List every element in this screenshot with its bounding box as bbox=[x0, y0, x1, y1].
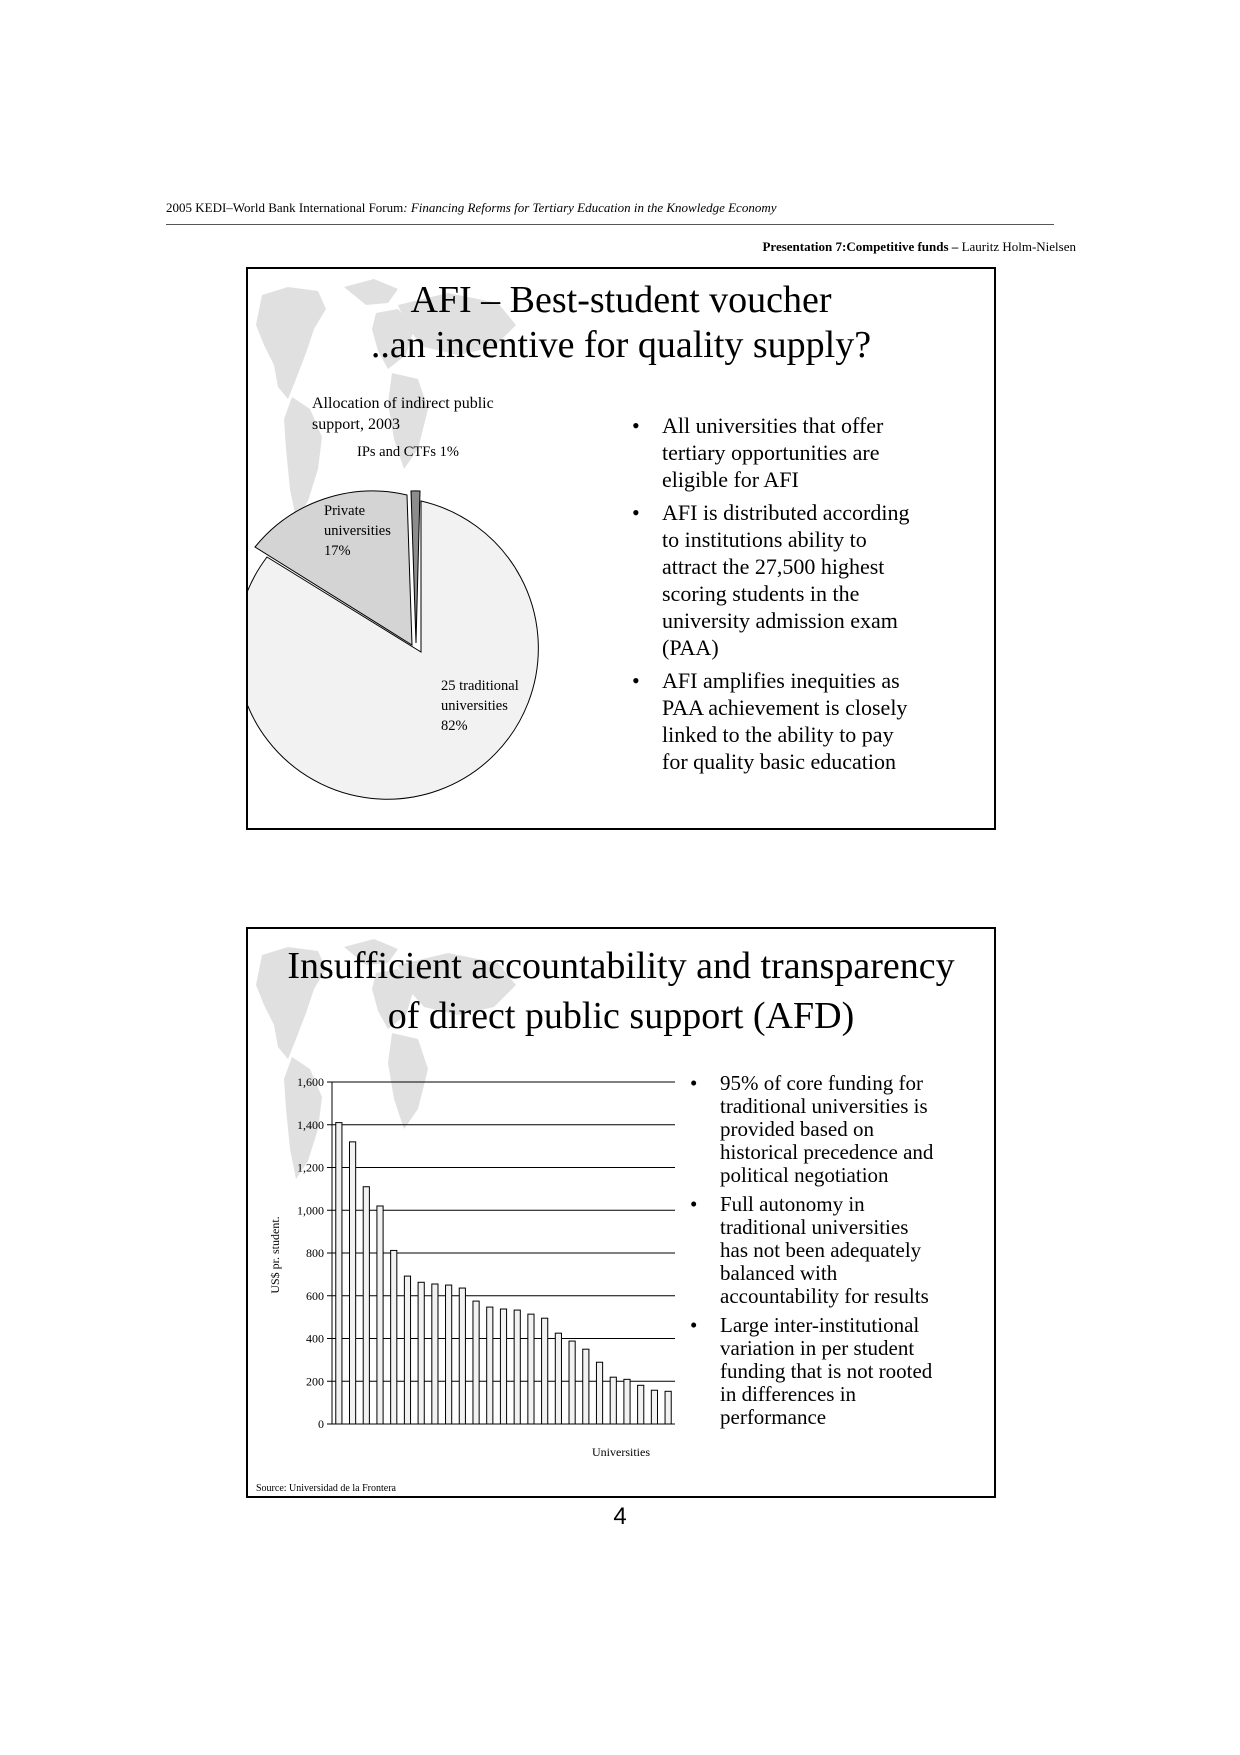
bullet-icon: • bbox=[690, 1192, 698, 1216]
presenter-name: Lauritz Holm-Nielsen bbox=[961, 239, 1076, 254]
svg-text:1,600: 1,600 bbox=[297, 1075, 324, 1089]
bar bbox=[542, 1318, 548, 1424]
bar bbox=[363, 1187, 369, 1424]
pie-caption: Allocation of indirect public support, 2003 bbox=[312, 395, 494, 433]
svg-text:1,400: 1,400 bbox=[297, 1117, 324, 1132]
forum-title: : Financing Reforms for Tertiary Education in the Knowledge Economy bbox=[403, 200, 777, 215]
bullet-list bbox=[632, 412, 972, 781]
bar bbox=[514, 1310, 520, 1424]
svg-text:400: 400 bbox=[306, 1331, 324, 1346]
presentation-title: Presentation 7:Competitive funds – bbox=[762, 239, 962, 254]
bullet-item: • 95% of core funding for traditional universities is provided based on historical precedence and political negotiation bbox=[690, 1071, 934, 1187]
svg-text:US$ pr. student.: US$ pr. student. bbox=[268, 1216, 282, 1294]
slide-title-line1: AFI – Best-student voucher bbox=[410, 279, 832, 321]
bar bbox=[528, 1314, 534, 1424]
bar bbox=[446, 1285, 452, 1424]
bar bbox=[404, 1276, 410, 1424]
bullet-icon: • bbox=[632, 668, 640, 693]
svg-text:Universities: Universities bbox=[592, 1445, 650, 1459]
bar bbox=[473, 1301, 479, 1424]
svg-text:600: 600 bbox=[306, 1288, 324, 1303]
header-rule bbox=[166, 224, 1054, 225]
bar bbox=[377, 1206, 383, 1424]
bar bbox=[418, 1282, 424, 1424]
pie-label-ips: IPs and CTFs 1% bbox=[357, 444, 459, 460]
bar bbox=[487, 1307, 493, 1424]
svg-text:1,000: 1,000 bbox=[297, 1203, 324, 1218]
bullet-icon: • bbox=[690, 1071, 698, 1095]
bullet-icon: • bbox=[632, 500, 640, 525]
svg-text:1,200: 1,200 bbox=[297, 1160, 324, 1175]
bar bbox=[432, 1284, 438, 1424]
bar bbox=[336, 1123, 342, 1424]
bullet-icon: • bbox=[690, 1313, 698, 1337]
bullet-item: • Full autonomy in traditional universities has not been adequately balanced with accountability for results bbox=[690, 1192, 929, 1308]
bar bbox=[638, 1385, 644, 1424]
forum-name: 2005 KEDI–World Bank International Forum bbox=[166, 200, 404, 215]
bar bbox=[651, 1390, 657, 1424]
bar bbox=[624, 1379, 630, 1424]
slide-title-line1: Insufficient accountability and transparency bbox=[287, 945, 955, 987]
bar bbox=[391, 1250, 397, 1424]
bullet-item: • AFI amplifies inequities as PAA achievement is closely linked to the ability to pay for quality basic education bbox=[632, 668, 908, 774]
bar bbox=[569, 1341, 575, 1424]
bar bbox=[610, 1377, 616, 1424]
chart-source: Source: Universidad de la Frontera bbox=[256, 1483, 396, 1494]
pie-slice-ips bbox=[411, 491, 420, 643]
slide-title-line2: of direct public support (AFD) bbox=[387, 995, 855, 1037]
bullet-list bbox=[690, 1072, 980, 1435]
bullet-icon: • bbox=[632, 413, 640, 438]
document-header bbox=[166, 200, 776, 216]
bullet-item: • AFI is distributed according to institutions ability to attract the 27,500 highest scoring students in the university admission exam (PAA) bbox=[632, 500, 910, 660]
svg-text:800: 800 bbox=[306, 1246, 324, 1260]
bullet-item: • Large inter-institutional variation in per student funding that is not rooted in differences in performance bbox=[690, 1313, 933, 1429]
bar bbox=[500, 1309, 506, 1424]
bar bbox=[596, 1362, 602, 1424]
page-number: 4 bbox=[613, 1503, 627, 1530]
bar bbox=[555, 1333, 561, 1424]
bar bbox=[665, 1391, 671, 1424]
pie-label-traditional: 25 traditional universities 82% bbox=[441, 678, 519, 734]
slide-afd-accountability bbox=[246, 927, 996, 1498]
bar bbox=[459, 1288, 465, 1424]
slide-title-line2: ..an incentive for quality supply? bbox=[370, 324, 872, 366]
svg-text:0: 0 bbox=[318, 1417, 324, 1431]
slide-afi-voucher bbox=[246, 267, 996, 830]
pie-label-private: Private universities 17% bbox=[324, 503, 391, 559]
bar bbox=[349, 1142, 355, 1424]
bar bbox=[583, 1349, 589, 1424]
presentation-line bbox=[762, 239, 1076, 255]
bullet-item: • All universities that offer tertiary opportunities are eligible for AFI bbox=[632, 413, 884, 492]
svg-text:200: 200 bbox=[306, 1374, 324, 1389]
